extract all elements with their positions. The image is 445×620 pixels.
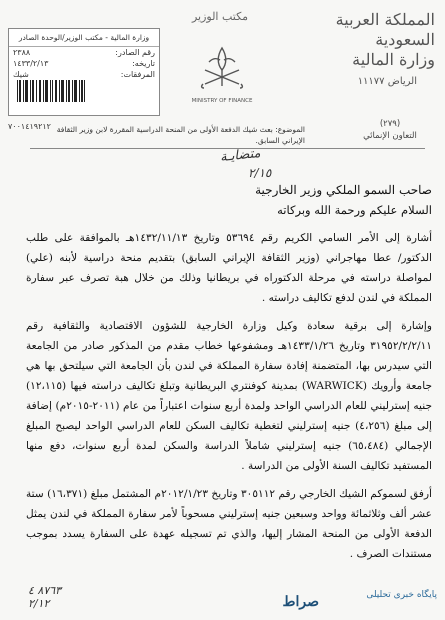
paragraph-3: أرفق لسموكم الشيك الخارجي رقم ٣٠٥١١٢ وتاريخ ٢٠١٢/١/٢٣م المشتمل مبلغ (١٦،٣٧١) ستة عشر ألف وثلاثمائة وواحد وسبعين جنيه إسترليني مسحوباً لأمر سفارة المملكة في لندن يمثل الدفعة الأولى من المنحة المشار إليها، والذي تم تسجيله عهدة على السفارة يسدد بموجب مستندات الصرف . (26, 488, 432, 560)
watermark-text: پایگاه خبری تحلیلی (366, 590, 437, 600)
barcode-number: ٧٠٠١٤١٩٢١٢ (8, 122, 51, 131)
stamp-date-value: ١٤٣٣/٢/١٣ (13, 59, 49, 68)
handwritten-date: ٢/١٥ (248, 166, 272, 180)
stamp-attach-label: المرفقات: (120, 70, 155, 79)
stamp-ref-row (9, 47, 159, 58)
letterhead (285, 10, 435, 87)
bottom-handwritten-ref (28, 584, 61, 610)
registry-block (345, 118, 435, 142)
watermark-logo: صراط (282, 594, 319, 610)
stamp-ref-value: ٢٣٨٨ (13, 48, 31, 57)
handwritten-note: متضايـة (219, 145, 262, 166)
emblem-caption: MINISTRY OF FINANCE (191, 98, 253, 104)
kingdom-name: المملكة العربية السعودية (335, 10, 435, 49)
letter-subject: الموضوع: بعث شيك الدفعة الأولى من المنحة الدراسية المقررة لابن وزير الثقافة الإيراني السابق. (56, 125, 305, 145)
office-script: مكتب الوزير (191, 10, 249, 23)
bottom-ref-date: ٢/١٢ (28, 597, 50, 610)
registry-label: التعاون الإنمائي (363, 131, 417, 141)
outgoing-stamp (8, 28, 160, 116)
stamp-ref-label: رقم الصادر: (115, 48, 155, 57)
paragraph-1: أشارة إلى الأمر السامي الكريم رقم ٥٣٦٩٤ وتاريخ ١٤٣٢/١١/١٣هـ بالموافقة على طلب الدكتور/ عطا مهاجراني (وزير الثقافة الإيراني السابق) بتقديم منحة دراسية لأبنه (علي) لمواصلة دراسته في مرحلة الدكتوراه في بريطانيا وذلك من خلال هبة تصرف عبر سفارة المملكة في لندن لدفع تكاليف دراسته . (26, 232, 433, 304)
letter-body (26, 180, 432, 572)
ministry-name: وزارة المالية (352, 50, 435, 69)
bottom-ref-number: ٨٧٦٣ ٤ (28, 584, 62, 597)
addressee: صاحب السمو الملكي وزير الخارجية (255, 183, 432, 197)
city-code: الرياض ١١١٧٧ (357, 76, 417, 87)
registry-number: (٢٧٩) (379, 119, 401, 129)
stamp-attach-row (9, 69, 159, 80)
stamp-title: وزارة المالية - مكتب الوزير/الوحدة الصادر (9, 29, 159, 47)
stamp-attach-value: شيك (13, 70, 29, 79)
saudi-emblem-logo (187, 40, 257, 110)
paragraph-2: وإشارة إلى برقية سعادة وكيل وزارة الخارجية للشؤون الاقتصادية والثقافية رقم ٣١٩٥٢/٢/٢/١١ وتاريخ ١٤٣٣/١/٢٦هـ ومشفوعها خطاب مقدم من المذكور صادر من الجامعة التي سيدرس بها، المتضمنة إفادة سفارة المملكة في لندن بأن الجامعة التي سيلتحق بها هي جامعة وأرويك (WARWICK) بمدينة كوفنتري البريطانية وتبلغ تكاليف دراسته فيها (١٢،١١٥) جنيه إسترليني للعام الدراسي الواحد ولمدة أربع سنوات اعتباراً من عام (٢٠١١-٢٠١٥م) إضافة إلى مبلغ (٤،٢٥٦) جنيه إسترليني لتغطية تكاليف السكن للعام الدراسي الواحد ليصبح المبلغ الإجمالي (٦٥،٤٨٤) جنيه إسترليني شاملاً الدراسة والسكن لمدة أربع سنوات، دفع منها المستفيد تكاليف السنة الأولى من الدراسة . (26, 320, 433, 472)
stamp-date-row (9, 58, 159, 69)
barcode-graphic (16, 80, 86, 102)
stamp-date-label: تاريخه: (132, 59, 155, 68)
greeting: السلام عليكم ورحمة الله وبركاته (277, 203, 432, 217)
